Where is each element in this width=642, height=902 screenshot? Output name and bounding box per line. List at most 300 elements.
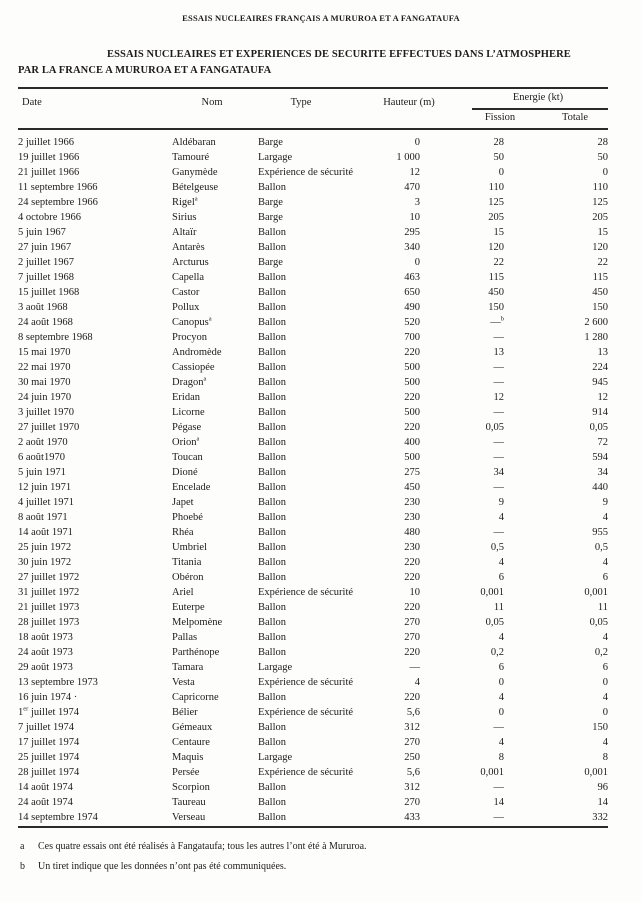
cell-fission: 115 (488, 272, 504, 283)
cell-hauteur: 0 (414, 137, 420, 148)
table-row (18, 285, 608, 300)
cell-nom: Aldébaran (172, 137, 216, 148)
cell-fission: — (493, 332, 504, 343)
cell-fission: 50 (493, 152, 504, 163)
cell-fission: —$^b$ (490, 315, 504, 328)
cell-fission: — (493, 437, 504, 448)
cell-fission: 11 (493, 602, 504, 613)
cell-hauteur: 700 (404, 332, 420, 343)
cell-nom: Arcturus (172, 257, 209, 268)
cell-date: 27 juillet 1972 (18, 572, 80, 583)
cell-date: 21 juillet 1973 (18, 602, 80, 613)
cell-date: 5 juin 1967 (18, 227, 66, 238)
footnote-b-text: Un tiret indique que les données n’ont pas été communiquées. (38, 861, 287, 872)
cell-date: 31 juillet 1972 (18, 587, 80, 598)
cell-type: Ballon (258, 617, 286, 628)
cell-fission: 0,001 (480, 587, 504, 598)
cell-totale: 0,2 (594, 647, 608, 658)
cell-hauteur: 275 (404, 467, 420, 478)
cell-fission: 15 (493, 227, 504, 238)
cell-hauteur: 1 000 (396, 152, 420, 163)
cell-type: Expérience de sécurité (258, 167, 354, 178)
cell-totale: 110 (592, 182, 608, 193)
cell-totale: 4 (602, 557, 608, 568)
cell-nom: Ganymède (172, 167, 218, 178)
cell-fission: 450 (488, 287, 504, 298)
cell-totale: 14 (597, 797, 608, 808)
table-row (18, 615, 608, 630)
table-row (18, 150, 608, 165)
cell-totale: 28 (597, 137, 608, 148)
cell-totale: 120 (592, 242, 608, 253)
cell-type: Ballon (258, 572, 286, 583)
cell-fission: 150 (488, 302, 504, 313)
cell-fission: 205 (488, 212, 504, 223)
cell-nom: Titania (172, 557, 202, 568)
column-header-date: Date (22, 97, 42, 108)
cell-type: Ballon (258, 692, 286, 703)
cell-nom: Ariel (172, 587, 194, 598)
cell-date: 24 septembre 1966 (18, 197, 98, 208)
cell-fission: 0,05 (485, 617, 504, 628)
cell-nom: Vesta (172, 677, 195, 688)
cell-hauteur: 230 (404, 512, 420, 523)
cell-hauteur: 312 (404, 782, 420, 793)
cell-date: 8 septembre 1968 (18, 332, 93, 343)
cell-type: Ballon (258, 302, 286, 313)
running-head: ESSAIS NUCLEAIRES FRANÇAIS A MURUROA ET A FANGATAUFA (182, 13, 460, 23)
cell-totale: 4 (602, 632, 608, 643)
table-row (18, 435, 608, 450)
cell-hauteur: 270 (404, 737, 420, 748)
energie-subheader-rule (472, 108, 608, 110)
cell-type: Ballon (258, 242, 286, 253)
cell-nom: Phoebé (172, 512, 203, 523)
cell-date: 24 août 1974 (18, 797, 73, 808)
cell-hauteur: 490 (404, 302, 420, 313)
cell-fission: — (493, 812, 504, 823)
footnote-a-marker: a (20, 841, 25, 852)
cell-nom: Rhéa (172, 527, 194, 538)
cell-totale: 22 (597, 257, 608, 268)
cell-date: 12 juin 1971 (18, 482, 72, 493)
cell-type: Ballon (258, 797, 286, 808)
cell-nom: Obéron (172, 572, 204, 583)
cell-date: 5 juin 1971 (18, 467, 66, 478)
table-row (18, 690, 608, 705)
cell-totale: 0,05 (589, 617, 608, 628)
cell-date: 19 juillet 1966 (18, 152, 80, 163)
cell-type: Barge (258, 197, 283, 208)
cell-nom: Orion$^a$ (172, 435, 200, 448)
cell-type: Ballon (258, 557, 286, 568)
cell-fission: — (493, 782, 504, 793)
cell-hauteur: 312 (404, 722, 420, 733)
cell-date: 4 juillet 1971 (18, 497, 74, 508)
table-row (18, 360, 608, 375)
cell-totale: 0 (602, 167, 608, 178)
cell-nom: Euterpe (172, 602, 205, 613)
cell-nom: Japet (172, 497, 194, 508)
cell-hauteur: 270 (404, 797, 420, 808)
cell-nom: Bételgeuse (172, 182, 219, 193)
cell-type: Ballon (258, 347, 286, 358)
cell-nom: Altaïr (172, 227, 197, 238)
cell-fission: 0,05 (485, 422, 504, 433)
cell-totale: 224 (592, 362, 608, 373)
cell-fission: — (493, 482, 504, 493)
cell-type: Ballon (258, 497, 286, 508)
cell-totale: 115 (592, 272, 608, 283)
cell-nom: Umbriel (172, 542, 207, 553)
cell-date: 27 juin 1967 (18, 242, 72, 253)
cell-date: 14 août 1974 (18, 782, 73, 793)
cell-hauteur: 463 (404, 272, 420, 283)
cell-type: Ballon (258, 332, 286, 343)
cell-fission: 0 (498, 707, 504, 718)
cell-nom: Cassiopée (172, 362, 215, 373)
cell-date: 30 mai 1970 (18, 377, 71, 388)
footnote-a-text: Ces quatre essais ont été réalisés à Fangataufa; tous les autres l’ont été à Mururoa. (38, 841, 367, 852)
cell-date: 11 septembre 1966 (18, 182, 98, 193)
cell-fission: 28 (493, 137, 504, 148)
cell-hauteur: 650 (404, 287, 420, 298)
cell-totale: 914 (592, 407, 608, 418)
cell-totale: 6 (602, 662, 608, 673)
cell-date: 29 août 1973 (18, 662, 73, 673)
cell-hauteur: 0 (414, 257, 420, 268)
cell-hauteur: 340 (404, 242, 420, 253)
cell-fission: 120 (488, 242, 504, 253)
cell-fission: 0,5 (490, 542, 504, 553)
table-row (18, 465, 608, 480)
cell-date: 16 juin 1974 · (18, 692, 78, 703)
cell-type: Ballon (258, 782, 286, 793)
table-body (18, 135, 608, 825)
cell-type: Ballon (258, 377, 286, 388)
cell-type: Barge (258, 137, 283, 148)
table-row (18, 195, 608, 210)
cell-hauteur: 470 (404, 182, 420, 193)
table-row (18, 570, 608, 585)
cell-nom: Maquis (172, 752, 204, 763)
table-row (18, 135, 608, 150)
cell-hauteur: 220 (404, 557, 420, 568)
cell-hauteur: 520 (404, 317, 420, 328)
table-row (18, 555, 608, 570)
cell-totale: 2 600 (584, 317, 608, 328)
cell-hauteur: 10 (409, 212, 420, 223)
cell-fission: 12 (493, 392, 504, 403)
cell-fission: — (493, 407, 504, 418)
cell-hauteur: 3 (414, 197, 420, 208)
table-row (18, 330, 608, 345)
cell-date: 17 juillet 1974 (18, 737, 80, 748)
table-row (18, 375, 608, 390)
cell-fission: 14 (493, 797, 504, 808)
cell-fission: 8 (498, 752, 504, 763)
cell-fission: 4 (498, 512, 504, 523)
cell-date: 3 juillet 1970 (18, 407, 74, 418)
cell-nom: Gémeaux (172, 722, 213, 733)
table-row (18, 495, 608, 510)
cell-nom: Pallas (172, 632, 198, 643)
cell-totale: 450 (592, 287, 608, 298)
table-row (18, 795, 608, 810)
cell-type: Largage (258, 752, 293, 763)
cell-type: Ballon (258, 467, 286, 478)
cell-type: Ballon (258, 272, 286, 283)
cell-totale: 9 (602, 497, 608, 508)
cell-hauteur: 500 (404, 407, 420, 418)
cell-type: Ballon (258, 287, 286, 298)
cell-hauteur: 250 (404, 752, 420, 763)
cell-type: Ballon (258, 317, 286, 328)
cell-type: Largage (258, 152, 293, 163)
cell-nom: Andromède (172, 347, 222, 358)
cell-date: 27 juillet 1970 (18, 422, 80, 433)
cell-nom: Melpomène (172, 617, 223, 628)
cell-hauteur: 400 (404, 437, 420, 448)
cell-totale: 332 (592, 812, 608, 823)
table-row (18, 510, 608, 525)
cell-nom: Castor (172, 287, 200, 298)
cell-hauteur: 500 (404, 362, 420, 373)
cell-date: 14 septembre 1974 (18, 812, 98, 823)
cell-hauteur: 270 (404, 617, 420, 628)
cell-hauteur: 220 (404, 392, 420, 403)
cell-nom: Persée (172, 767, 200, 778)
table-row (18, 345, 608, 360)
table-row (18, 315, 608, 330)
cell-type: Ballon (258, 737, 286, 748)
column-header-nom: Nom (201, 97, 223, 108)
cell-nom: Pégase (172, 422, 202, 433)
cell-date: 2 août 1970 (18, 437, 68, 448)
cell-fission: 34 (493, 467, 504, 478)
cell-fission: 6 (498, 662, 504, 673)
cell-nom: Parthénope (172, 647, 220, 658)
cell-date: 25 juillet 1974 (18, 752, 80, 763)
cell-date: 7 juillet 1968 (18, 272, 74, 283)
cell-date: 15 mai 1970 (18, 347, 71, 358)
cell-hauteur: 4 (414, 677, 420, 688)
cell-type: Ballon (258, 437, 286, 448)
cell-nom: Scorpion (172, 782, 210, 793)
cell-type: Ballon (258, 512, 286, 523)
table-row (18, 540, 608, 555)
table-row (18, 225, 608, 240)
cell-date: 28 juillet 1974 (18, 767, 80, 778)
cell-fission: — (493, 377, 504, 388)
cell-date: 6 août1970 (18, 452, 65, 463)
cell-totale: 150 (592, 722, 608, 733)
table-row (18, 780, 608, 795)
cell-nom: Capricorne (172, 692, 219, 703)
cell-date: 25 juin 1972 (18, 542, 72, 553)
cell-type: Ballon (258, 527, 286, 538)
cell-nom: Canopus$^a$ (172, 315, 212, 328)
cell-nom: Tamara (172, 662, 204, 673)
column-header-energie: Energie (kt) (512, 92, 564, 103)
cell-hauteur: — (409, 662, 420, 673)
cell-totale: 8 (602, 752, 608, 763)
cell-type: Ballon (258, 392, 286, 403)
cell-totale: 4 (602, 692, 608, 703)
cell-nom: Capella (172, 272, 205, 283)
cell-date: 13 septembre 1973 (18, 677, 98, 688)
cell-nom: Licorne (172, 407, 205, 418)
cell-date: 1er juillet 1974 (18, 705, 80, 718)
cell-hauteur: 450 (404, 482, 420, 493)
table-row (18, 600, 608, 615)
cell-type: Ballon (258, 602, 286, 613)
cell-type: Ballon (258, 227, 286, 238)
cell-totale: 11 (597, 602, 608, 613)
column-header-hauteur: Hauteur (m) (383, 97, 435, 108)
cell-date: 30 juin 1972 (18, 557, 72, 568)
cell-type: Ballon (258, 482, 286, 493)
cell-totale: 205 (592, 212, 608, 223)
cell-fission: 0 (498, 167, 504, 178)
footnote-b (20, 861, 600, 875)
cell-hauteur: 230 (404, 542, 420, 553)
cell-type: Ballon (258, 422, 286, 433)
cell-totale: 4 (602, 512, 608, 523)
table-row (18, 405, 608, 420)
table-row (18, 675, 608, 690)
table-row (18, 180, 608, 195)
cell-type: Ballon (258, 542, 286, 553)
cell-totale: 945 (592, 377, 608, 388)
cell-date: 14 août 1971 (18, 527, 73, 538)
cell-fission: 4 (498, 737, 504, 748)
cell-nom: Encelade (172, 482, 211, 493)
table-rule-under-header (18, 128, 608, 130)
cell-fission: 22 (493, 257, 504, 268)
cell-hauteur: 433 (404, 812, 420, 823)
cell-date: 8 août 1971 (18, 512, 68, 523)
cell-date: 2 juillet 1967 (18, 257, 74, 268)
cell-type: Ballon (258, 452, 286, 463)
table-row (18, 420, 608, 435)
cell-nom: Verseau (172, 812, 206, 823)
cell-date: 15 juillet 1968 (18, 287, 80, 298)
column-header-totale: Totale (561, 112, 589, 123)
cell-nom: Rigel$^a$ (172, 195, 198, 208)
cell-type: Ballon (258, 362, 286, 373)
cell-date: 28 juillet 1973 (18, 617, 80, 628)
cell-date: 7 juillet 1974 (18, 722, 74, 733)
cell-fission: 0,2 (490, 647, 504, 658)
cell-nom: Taureau (172, 797, 206, 808)
cell-hauteur: 270 (404, 632, 420, 643)
table-row (18, 705, 608, 720)
table-row (18, 165, 608, 180)
table-row (18, 255, 608, 270)
cell-type: Expérience de sécurité (258, 587, 354, 598)
cell-fission: — (493, 362, 504, 373)
cell-totale: 96 (597, 782, 608, 793)
cell-totale: 0 (602, 707, 608, 718)
cell-hauteur: 5,6 (406, 707, 420, 718)
table-row (18, 810, 608, 825)
table-row (18, 645, 608, 660)
cell-hauteur: 220 (404, 647, 420, 658)
cell-type: Largage (258, 662, 293, 673)
table-row (18, 720, 608, 735)
table-row (18, 765, 608, 780)
page-title-line-1: ESSAIS NUCLEAIRES ET EXPERIENCES DE SECURITE EFFECTUES DANS L’ATMOSPHERE (107, 49, 571, 60)
table-row (18, 270, 608, 285)
cell-type: Expérience de sécurité (258, 677, 354, 688)
table-row (18, 240, 608, 255)
cell-hauteur: 5,6 (406, 767, 420, 778)
cell-nom: Dragon$^a$ (172, 375, 207, 388)
cell-totale: 0 (602, 677, 608, 688)
cell-date: 22 mai 1970 (18, 362, 71, 373)
cell-date: 24 août 1968 (18, 317, 73, 328)
table-row (18, 450, 608, 465)
cell-hauteur: 220 (404, 692, 420, 703)
cell-totale: 0,001 (584, 767, 608, 778)
cell-totale: 440 (592, 482, 608, 493)
cell-totale: 150 (592, 302, 608, 313)
cell-totale: 4 (602, 737, 608, 748)
tests-table (18, 135, 608, 825)
cell-hauteur: 295 (404, 227, 420, 238)
cell-totale: 50 (597, 152, 608, 163)
cell-date: 24 juin 1970 (18, 392, 72, 403)
cell-type: Expérience de sécurité (258, 767, 354, 778)
cell-totale: 12 (597, 392, 608, 403)
cell-totale: 34 (597, 467, 608, 478)
cell-nom: Dioné (172, 467, 198, 478)
cell-hauteur: 230 (404, 497, 420, 508)
column-header-fission: Fission (484, 112, 516, 123)
cell-nom: Pollux (172, 302, 200, 313)
cell-type: Ballon (258, 182, 286, 193)
cell-totale: 125 (592, 197, 608, 208)
cell-nom: Centaure (172, 737, 210, 748)
cell-totale: 594 (592, 452, 608, 463)
table-row (18, 300, 608, 315)
cell-totale: 0,001 (584, 587, 608, 598)
cell-hauteur: 10 (409, 587, 420, 598)
cell-fission: — (493, 527, 504, 538)
cell-fission: — (493, 722, 504, 733)
cell-totale: 15 (597, 227, 608, 238)
cell-totale: 0,05 (589, 422, 608, 433)
cell-fission: 6 (498, 572, 504, 583)
cell-type: Barge (258, 212, 283, 223)
table-rule-bottom (18, 826, 608, 828)
table-rule-top (18, 87, 608, 89)
cell-date: 3 août 1968 (18, 302, 68, 313)
cell-fission: 0,001 (480, 767, 504, 778)
cell-hauteur: 500 (404, 377, 420, 388)
table-row (18, 735, 608, 750)
cell-date: 4 octobre 1966 (18, 212, 81, 223)
cell-totale: 1 280 (584, 332, 608, 343)
cell-hauteur: 220 (404, 422, 420, 433)
table-row (18, 750, 608, 765)
cell-nom: Tamouré (172, 152, 210, 163)
cell-totale: 6 (602, 572, 608, 583)
cell-type: Expérience de sécurité (258, 707, 354, 718)
cell-fission: 0 (498, 677, 504, 688)
cell-date: 2 juillet 1966 (18, 137, 74, 148)
